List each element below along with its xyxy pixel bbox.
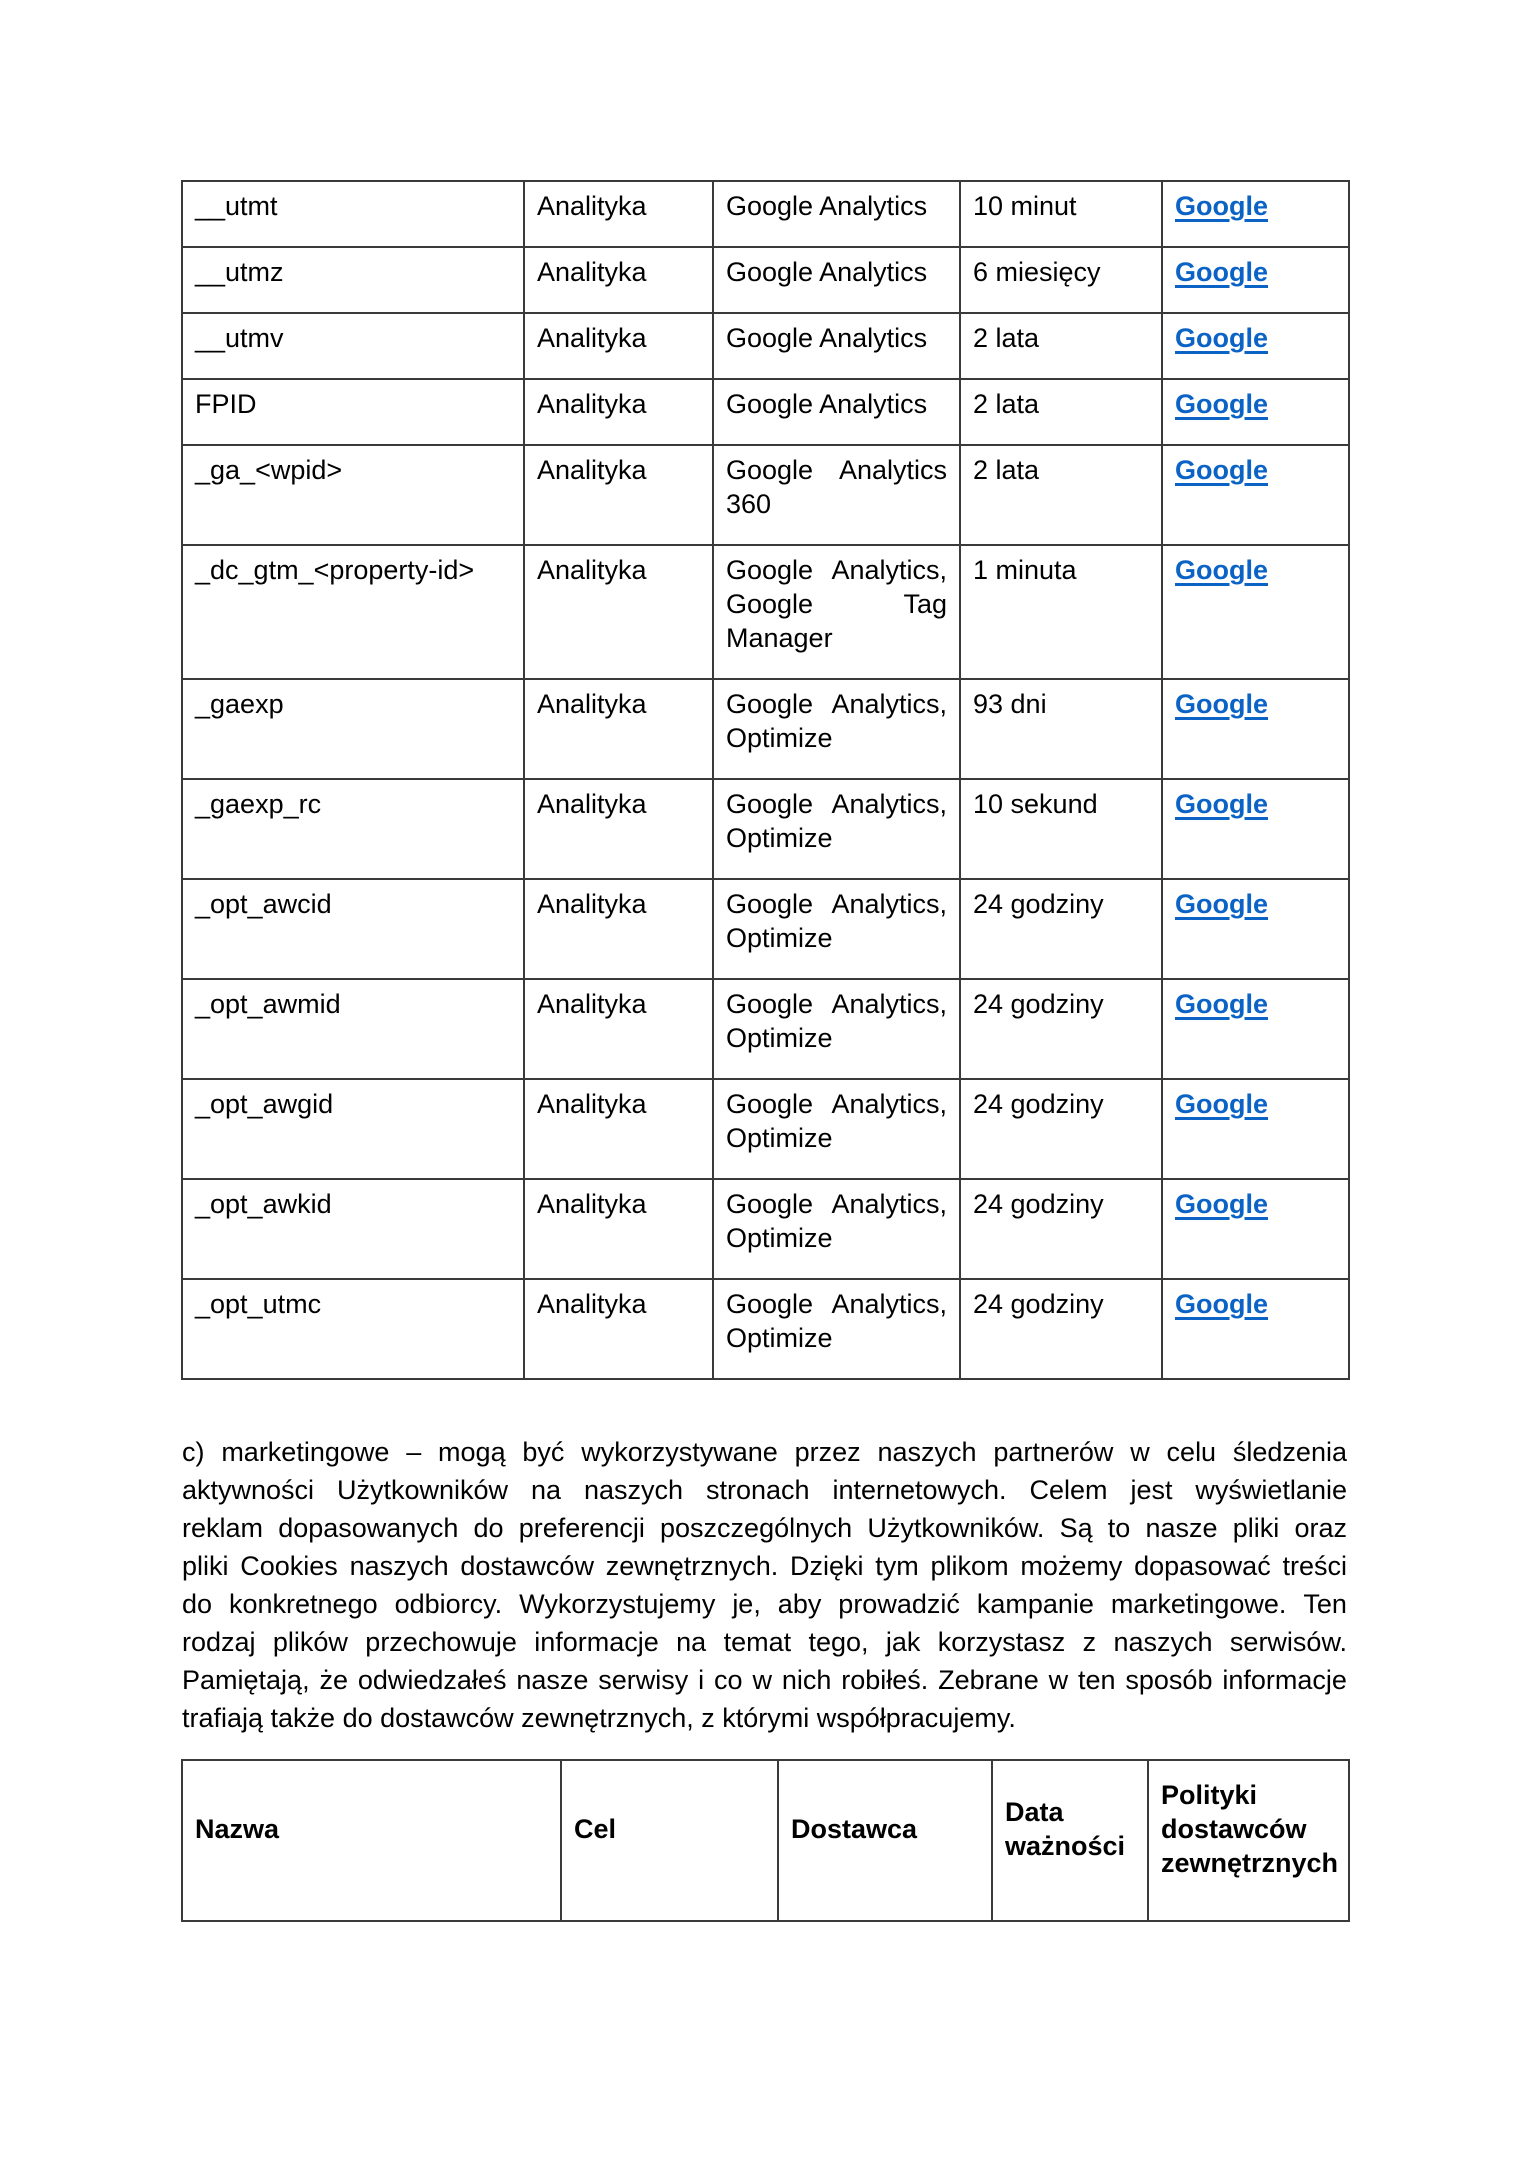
google-policy-link[interactable]: Google bbox=[1175, 1189, 1268, 1219]
cookie-validity-cell bbox=[960, 879, 1162, 979]
cookie-provider-line: Manager bbox=[726, 623, 833, 653]
cookie-name: __utmz bbox=[195, 257, 284, 287]
cookie-name-cell bbox=[182, 1079, 524, 1179]
cookie-policy-cell bbox=[1162, 445, 1349, 545]
cookie-policy-cell bbox=[1162, 1179, 1349, 1279]
cookie-provider-cell bbox=[713, 1279, 960, 1379]
cookie-provider-line: Google Analytics, bbox=[726, 989, 947, 1019]
google-policy-link[interactable]: Google bbox=[1175, 989, 1268, 1019]
cookie-provider-cell bbox=[713, 779, 960, 879]
header-cell-data-waznosci bbox=[992, 1760, 1148, 1921]
header-cell-polityki-dostawcow bbox=[1148, 1760, 1349, 1921]
header-line: Polityki bbox=[1161, 1779, 1258, 1810]
cookie-row-10 bbox=[182, 1079, 1349, 1179]
cookie-provider-cell bbox=[713, 1179, 960, 1279]
cookie-provider-line: Google Analytics, bbox=[726, 1089, 947, 1119]
cookie-purpose: Analityka bbox=[537, 455, 647, 485]
paragraph-line-0: c) marketingowe – mogą być wykorzystywane przez naszych partnerów w celu śledzenia bbox=[182, 1437, 1347, 1467]
cookie-row-12 bbox=[182, 1279, 1349, 1379]
cookie-purpose: Analityka bbox=[537, 689, 647, 719]
cookie-provider-line: Google Analytics bbox=[726, 389, 928, 419]
cookie-name: __utmv bbox=[195, 323, 284, 353]
cookie-provider-line: Optimize bbox=[726, 1223, 833, 1253]
cookie-name-cell bbox=[182, 379, 524, 445]
cookie-purpose: Analityka bbox=[537, 1189, 647, 1219]
cookie-policy-cell bbox=[1162, 679, 1349, 779]
google-policy-link[interactable]: Google bbox=[1175, 257, 1268, 287]
cookie-name: _ga_<wpid> bbox=[195, 455, 343, 485]
paragraph-line-4: do konkretnego odbiorcy. Wykorzystujemy je, aby prowadzić kampanie marketingowe. Ten bbox=[182, 1589, 1347, 1619]
cookie-provider-line: Google Analytics bbox=[726, 455, 947, 485]
cookie-purpose-cell bbox=[524, 445, 713, 545]
cookie-provider-line: Optimize bbox=[726, 723, 833, 753]
cookie-provider-line: Optimize bbox=[726, 1023, 833, 1053]
cookie-provider-line: Google Analytics, bbox=[726, 555, 947, 585]
cookie-table bbox=[181, 180, 1350, 1380]
cookie-provider-line: Optimize bbox=[726, 1323, 833, 1353]
cookie-provider-cell bbox=[713, 1079, 960, 1179]
cookie-name-cell bbox=[182, 679, 524, 779]
cookie-policy-cell bbox=[1162, 779, 1349, 879]
cookie-validity: 24 godziny bbox=[973, 1189, 1104, 1219]
cookie-purpose-cell bbox=[524, 679, 713, 779]
cookie-provider-cell bbox=[713, 313, 960, 379]
cookie-row-2 bbox=[182, 313, 1349, 379]
cookie-name-cell bbox=[182, 247, 524, 313]
cookie-row-1 bbox=[182, 247, 1349, 313]
google-policy-link[interactable]: Google bbox=[1175, 1089, 1268, 1119]
paragraph-line-7: trafiają także do dostawców zewnętrznych, z którymi współpracujemy. bbox=[182, 1703, 1016, 1733]
header-line: dostawców bbox=[1161, 1813, 1307, 1844]
cookie-policy-cell bbox=[1162, 879, 1349, 979]
cookie-policy-cell bbox=[1162, 979, 1349, 1079]
cookie-provider-line: Google Tag bbox=[726, 589, 947, 619]
google-policy-link[interactable]: Google bbox=[1175, 555, 1268, 585]
cookie-validity: 24 godziny bbox=[973, 989, 1104, 1019]
paragraph-line-1: aktywności Użytkowników na naszych stronach internetowych. Celem jest wyświetlanie bbox=[182, 1475, 1347, 1505]
cookie-purpose-cell bbox=[524, 1279, 713, 1379]
cookie-provider-cell bbox=[713, 247, 960, 313]
cookie-name: FPID bbox=[195, 389, 257, 419]
paragraph-line-5: rodzaj plików przechowuje informacje na temat tego, jak korzystasz z naszych serwisów. bbox=[182, 1627, 1347, 1657]
cookie-purpose-cell bbox=[524, 313, 713, 379]
google-policy-link[interactable]: Google bbox=[1175, 789, 1268, 819]
cookie-validity-cell bbox=[960, 379, 1162, 445]
paragraph-line-2: reklam dopasowanych do preferencji poszczególnych Użytkowników. Są to nasze pliki oraz bbox=[182, 1513, 1347, 1543]
marketing-description-paragraph bbox=[182, 1433, 1347, 1737]
cookie-provider-cell bbox=[713, 181, 960, 247]
header-cell-cel bbox=[561, 1760, 778, 1921]
header-cell-dostawca bbox=[778, 1760, 992, 1921]
cookie-validity: 1 minuta bbox=[973, 555, 1077, 585]
paragraph-line-3: pliki Cookies naszych dostawców zewnętrznych. Dzięki tym plikom możemy dopasować treści bbox=[182, 1551, 1347, 1581]
cookie-provider-line: Optimize bbox=[726, 823, 833, 853]
cookie-purpose: Analityka bbox=[537, 989, 647, 1019]
cookie-validity-cell bbox=[960, 779, 1162, 879]
header-line: Data bbox=[1005, 1796, 1064, 1827]
cookie-row-0 bbox=[182, 181, 1349, 247]
cookie-provider-line: Google Analytics, bbox=[726, 689, 947, 719]
google-policy-link[interactable]: Google bbox=[1175, 191, 1268, 221]
cookie-provider-line: 360 bbox=[726, 489, 772, 519]
cookie-policy-cell bbox=[1162, 247, 1349, 313]
cookie-policy-cell bbox=[1162, 545, 1349, 679]
cookie-row-11 bbox=[182, 1179, 1349, 1279]
cookie-name: _opt_utmc bbox=[195, 1289, 322, 1319]
cookie-validity-cell bbox=[960, 1079, 1162, 1179]
cookie-name-cell bbox=[182, 545, 524, 679]
cookie-validity: 6 miesięcy bbox=[973, 257, 1101, 287]
cookie-purpose: Analityka bbox=[537, 555, 647, 585]
cookie-purpose-cell bbox=[524, 1079, 713, 1179]
header-line: Nazwa bbox=[195, 1813, 280, 1844]
cookie-policy-cell bbox=[1162, 379, 1349, 445]
cookie-provider-line: Optimize bbox=[726, 923, 833, 953]
cookie-purpose: Analityka bbox=[537, 323, 647, 353]
cookie-purpose: Analityka bbox=[537, 257, 647, 287]
cookie-purpose: Analityka bbox=[537, 889, 647, 919]
cookie-purpose: Analityka bbox=[537, 1089, 647, 1119]
cookie-name-cell bbox=[182, 1279, 524, 1379]
cookie-validity-cell bbox=[960, 545, 1162, 679]
cookie-name: _gaexp_rc bbox=[195, 789, 322, 819]
cookie-provider-line: Optimize bbox=[726, 1123, 833, 1153]
google-policy-link[interactable]: Google bbox=[1175, 689, 1268, 719]
cookie-row-7 bbox=[182, 779, 1349, 879]
cookie-row-8 bbox=[182, 879, 1349, 979]
cookie-name: _opt_awgid bbox=[195, 1089, 334, 1119]
cookie-purpose: Analityka bbox=[537, 389, 647, 419]
cookie-validity-cell bbox=[960, 445, 1162, 545]
cookie-validity: 24 godziny bbox=[973, 889, 1104, 919]
header-line: Dostawca bbox=[791, 1813, 918, 1844]
cookie-name-cell bbox=[182, 313, 524, 379]
cookie-name: _opt_awkid bbox=[195, 1189, 332, 1219]
cookie-name-cell bbox=[182, 779, 524, 879]
cookie-purpose: Analityka bbox=[537, 1289, 647, 1319]
cookie-validity-cell bbox=[960, 979, 1162, 1079]
cookie-name-cell bbox=[182, 879, 524, 979]
cookie-validity: 2 lata bbox=[973, 323, 1040, 353]
cookie-provider-cell bbox=[713, 545, 960, 679]
cookie-provider-line: Google Analytics, bbox=[726, 889, 947, 919]
cookie-name: _dc_gtm_<property-id> bbox=[195, 555, 475, 585]
cookie-validity-cell bbox=[960, 247, 1162, 313]
cookie-purpose-cell bbox=[524, 379, 713, 445]
cookie-policy-cell bbox=[1162, 1079, 1349, 1179]
cookie-provider-cell bbox=[713, 979, 960, 1079]
cookie-validity: 10 sekund bbox=[973, 789, 1098, 819]
cookie-validity: 24 godziny bbox=[973, 1089, 1104, 1119]
cookie-provider-cell bbox=[713, 879, 960, 979]
header-line: zewnętrznych bbox=[1161, 1847, 1339, 1878]
google-policy-link[interactable]: Google bbox=[1175, 323, 1268, 353]
cookie-validity-cell bbox=[960, 181, 1162, 247]
cookie-name: _opt_awcid bbox=[195, 889, 332, 919]
cookie-name: _gaexp bbox=[195, 689, 284, 719]
google-policy-link[interactable]: Google bbox=[1175, 889, 1268, 919]
cookie-validity-cell bbox=[960, 679, 1162, 779]
cookie-provider-line: Google Analytics bbox=[726, 323, 928, 353]
cookie-validity: 93 dni bbox=[973, 689, 1047, 719]
cookie-provider-line: Google Analytics, bbox=[726, 1189, 947, 1219]
cookie-purpose-cell bbox=[524, 879, 713, 979]
google-policy-link[interactable]: Google bbox=[1175, 1289, 1268, 1319]
cookie-provider-line: Google Analytics, bbox=[726, 789, 947, 819]
cookie-validity-cell bbox=[960, 313, 1162, 379]
cookie-name-cell bbox=[182, 181, 524, 247]
cookie-validity: 2 lata bbox=[973, 389, 1040, 419]
header-cell-nazwa bbox=[182, 1760, 561, 1921]
cookie-purpose-cell bbox=[524, 247, 713, 313]
cookie-name-cell bbox=[182, 445, 524, 545]
cookie-provider-cell bbox=[713, 445, 960, 545]
cookie-row-6 bbox=[182, 679, 1349, 779]
cookie-purpose-cell bbox=[524, 979, 713, 1079]
cookie-provider-cell bbox=[713, 679, 960, 779]
cookie-name: _opt_awmid bbox=[195, 989, 341, 1019]
cookie-policy-cell bbox=[1162, 181, 1349, 247]
cookie-validity-cell bbox=[960, 1279, 1162, 1379]
cookie-row-9 bbox=[182, 979, 1349, 1079]
cookie-purpose-cell bbox=[524, 1179, 713, 1279]
cookie-purpose: Analityka bbox=[537, 191, 647, 221]
google-policy-link[interactable]: Google bbox=[1175, 455, 1268, 485]
cookie-purpose: Analityka bbox=[537, 789, 647, 819]
cookie-purpose-cell bbox=[524, 181, 713, 247]
cookie-validity-cell bbox=[960, 1179, 1162, 1279]
cookie-policy-cell bbox=[1162, 1279, 1349, 1379]
cookie-provider-line: Google Analytics, bbox=[726, 1289, 947, 1319]
cookie-row-5 bbox=[182, 545, 1349, 679]
cookie-policy-cell bbox=[1162, 313, 1349, 379]
cookie-table-body bbox=[182, 181, 1349, 1379]
cookie-validity: 2 lata bbox=[973, 455, 1040, 485]
google-policy-link[interactable]: Google bbox=[1175, 389, 1268, 419]
cookie-validity: 10 minut bbox=[973, 191, 1077, 221]
header-line: Cel bbox=[574, 1813, 617, 1844]
header-line: ważności bbox=[1005, 1830, 1126, 1861]
cookie-purpose-cell bbox=[524, 779, 713, 879]
paragraph-line-6: Pamiętają, że odwiedzałeś nasze serwisy i co w nich robiłeś. Zebrane w ten sposób informacje bbox=[182, 1665, 1347, 1695]
cookie-provider-line: Google Analytics bbox=[726, 257, 928, 287]
cookie-validity: 24 godziny bbox=[973, 1289, 1104, 1319]
marketing-cookies-table bbox=[181, 1759, 1350, 1922]
provider-table-header-row bbox=[182, 1760, 1349, 1921]
cookie-provider-cell bbox=[713, 379, 960, 445]
cookie-row-4 bbox=[182, 445, 1349, 545]
cookie-purpose-cell bbox=[524, 545, 713, 679]
cookie-name-cell bbox=[182, 979, 524, 1079]
cookie-name-cell bbox=[182, 1179, 524, 1279]
cookie-row-3 bbox=[182, 379, 1349, 445]
cookie-provider-line: Google Analytics bbox=[726, 191, 928, 221]
cookie-name: __utmt bbox=[195, 191, 278, 221]
